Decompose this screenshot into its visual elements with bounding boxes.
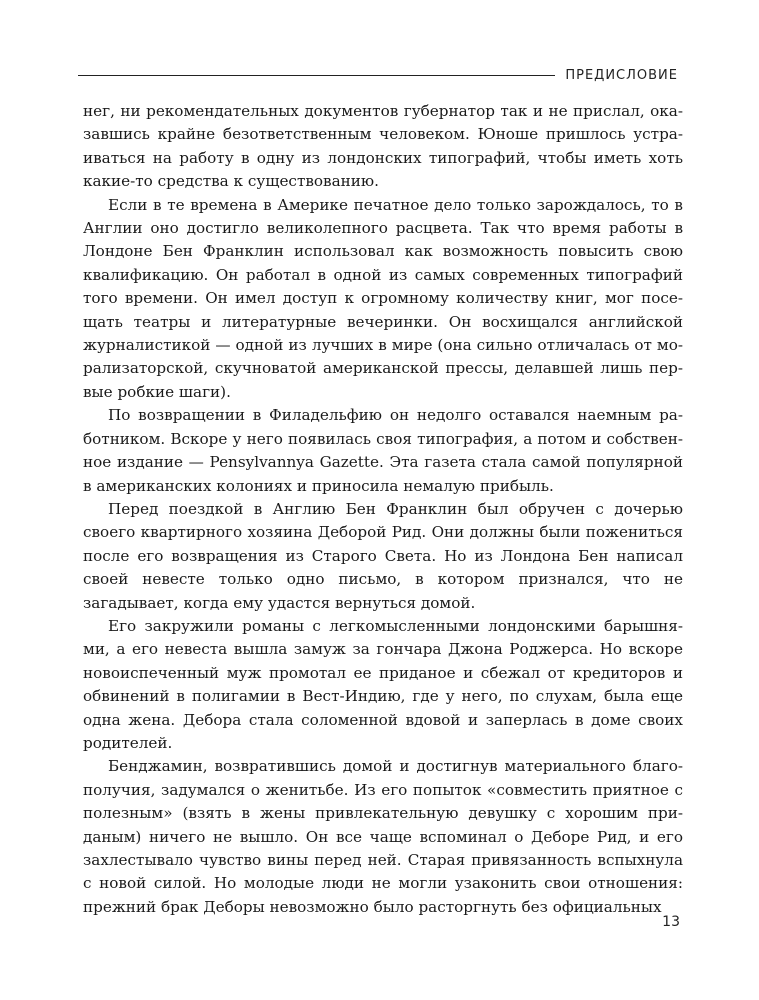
page-number: 13 <box>662 914 680 930</box>
running-header <box>78 64 678 86</box>
paragraph: Если в те времена в Америке печатное дело только зарождалось, то в Англии оно достигло великолепного расцвета. Так что время работы в Лондоне Бен Франклин использовал как возможность повысить свою квалификацию. Он работал в одной из самых современных типографий того времени. Он имел доступ к огромному количеству книг, мог посещать театры и литературные вечеринки. Он восхищался английской журналистикой — одной из лучших в мире (она сильно отличалась от морализаторской, скучноватой американской прессы, делавшей лишь первые робкие шаги). <box>83 195 683 401</box>
paragraph-continued: нег, ни рекомендательных документов губернатор так и не прислал, оказавшись крайне безответственным человеком. Юноше пришлось устраиваться на работу в одну из лондонских типографий, чтобы иметь хоть какие-то средства к существованию. <box>83 102 683 191</box>
section-title: ПРЕДИСЛОВИЕ <box>565 67 678 83</box>
header-rule <box>78 75 555 76</box>
paragraph: Бенджамин, возвратившись домой и достигнув материального благополучия, задумался о женитьбе. Из его попыток «совместить приятное с полезным» (взять в жены привлекательную девушку с хорошим приданым) ничего не вышло. Он все чаще вспоминал о Деборе Рид, и его захлестывало чувство вины перед ней. Старая привязанность вспыхнула с новой силой. Но молодые люди не могли узаконить свои отношения: прежний брак Деборы невозможно было расторгнуть без официальных <box>83 757 683 916</box>
paragraph: Его закружили романы с легкомысленными лондонскими барышнями, а его невеста вышла замуж за гончара Джона Роджерса. Но вскоре новоиспеченный муж промотал ее приданое и сбежал от кредиторов и обвинений в полигамии в Вест-Индию, где у него, по слухам, была еще одна жена. Дебора стала соломенной вдовой и заперлась в доме своих родителей. <box>83 616 683 752</box>
paragraph: По возвращении в Филадельфию он недолго оставался наемным работником. Вскоре у него появилась своя типография, а потом и собственное издание — Pensylvannya Gazette. Эта газета стала самой популярной в американских колониях и приносила немалую прибыль. <box>83 406 683 495</box>
paragraph: Перед поездкой в Англию Бен Франклин был обручен с дочерью своего квартирного хозяина Деборой Рид. Они должны были пожениться после его возвращения из Старого Света. Но из Лондона Бен написал своей невесте только одно письмо, в котором признался, что не загадывает, когда ему удастся вернуться домой. <box>83 499 683 612</box>
page-body <box>83 100 683 919</box>
